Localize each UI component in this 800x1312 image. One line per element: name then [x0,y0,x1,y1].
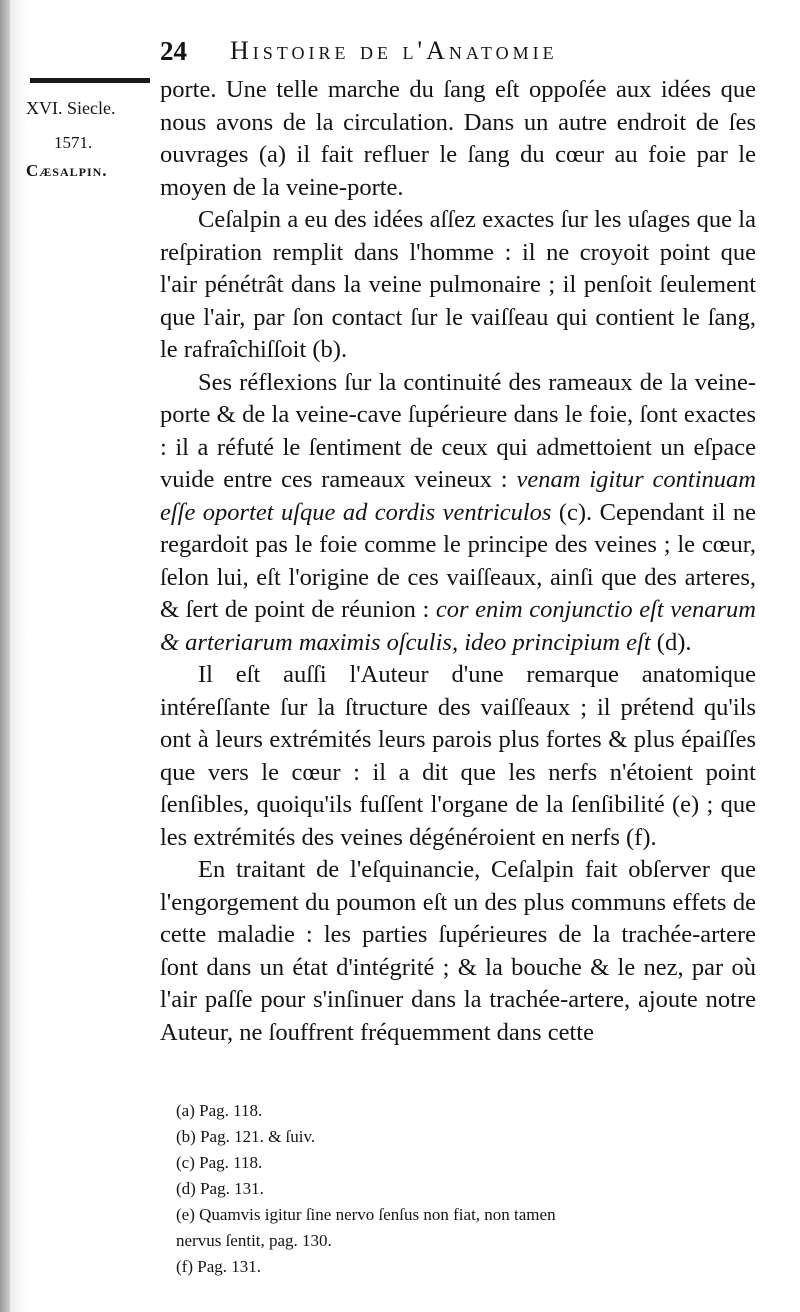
running-header [160,36,720,76]
page-number: 24 [160,36,187,66]
paragraph-2: Ceſalpin a eu des idées aſſez exactes ſur les uſages que la reſpiration remplit dans l'homme : il ne croyoit point que l'air pénétrât dans la veine pulmonaire ; il penſoit ſeulement que l'air, par ſon contact ſur le vaiſſeau qui contient le ſang, le rafraîchiſſoit (b). [160,206,756,363]
margin-year: 1571. [54,133,93,152]
footnotes [176,1098,736,1280]
main-text [160,74,756,1049]
running-title: Histoire de l'Anatomie [230,36,558,65]
paragraph-4: Il eſt auſſi l'Auteur d'une remarque anatomique intéreſſante ſur la ſtructure des vaiſſeaux ; il prétend qu'ils ont à leurs extrémités leurs parois plus fortes & plus épaiſſes que vers le cœur : il a dit que les nerfs n'étoient point ſenſibles, quoiqu'ils fuſſent l'organe de la ſenſibilité (e) ; que les extrémités des veines dégénéroient en nerfs (f). [160,661,756,851]
paragraph-3 [160,367,756,660]
footnote-e-line-2: nervus ſentit, pag. 130. [176,1231,332,1250]
footnote-a: (a) Pag. 118. [176,1101,263,1120]
p3-latin-quote-2: cor enim conjunctio eſt venarum & arteriarum maximis oſculis, ideo principium eſt [160,596,756,656]
footnote-b: (b) Pag. 121. & ſuiv. [176,1127,316,1146]
p3-text-b: (c). Cependant il ne regardoit pas le foie comme le principe des veines ; le cœur, ſelon lui, eſt l'origine de ces vaiſſeaux, ainſi que des arteres, & ſert de point de réunion : [160,498,756,623]
p3-text-c: (d). [650,628,692,656]
margin-century: XVI. Siecle. [26,98,116,118]
p3-text-a: Ses réflexions ſur la continuité des rameaux de la veine-porte & de la veine-cave ſupérieure dans le foie, ſont exactes : il a réfuté le ſentiment de ceux qui admettoient un eſpace vuide entre ces rameaux veineux : [160,368,756,493]
paragraph-5: En traitant de l'eſquinancie, Ceſalpin fait obſerver que l'engorgement du poumon eſt un des plus communs effets de cette maladie : les parties ſupérieures de la trachée-artere ſont dans un état d'intégrité ; & la bouche & le nez, par où l'air paſſe pour s'inſinuer dans la trachée-artere, ajoute notre Auteur, ne ſouffrent fréquemment dans cette [160,856,756,1046]
footnote-f: (f) Pag. 131. [176,1257,261,1276]
margin-rule [30,78,150,83]
footnote-c: (c) Pag. 118. [176,1153,263,1172]
footnote-d: (d) Pag. 131. [176,1179,264,1198]
p3-latin-quote-1: venam igitur continuam eſſe oportet uſque ad cordis ventriculos [160,466,756,526]
paragraph-1: porte. Une telle marche du ſang eſt oppoſée aux idées que nous avons de la circulation. Dans un autre endroit de ſes ouvrages (a) il fait refluer le ſang du cœur au foie par le moyen de la veine-porte. [160,76,756,201]
page-binding-shadow [0,0,10,1312]
footnote-e-line-1: (e) Quamvis igitur ſine nervo ſenſus non fiat, non tamen [176,1205,556,1224]
margin-author: Cæsalpin. [26,161,108,180]
